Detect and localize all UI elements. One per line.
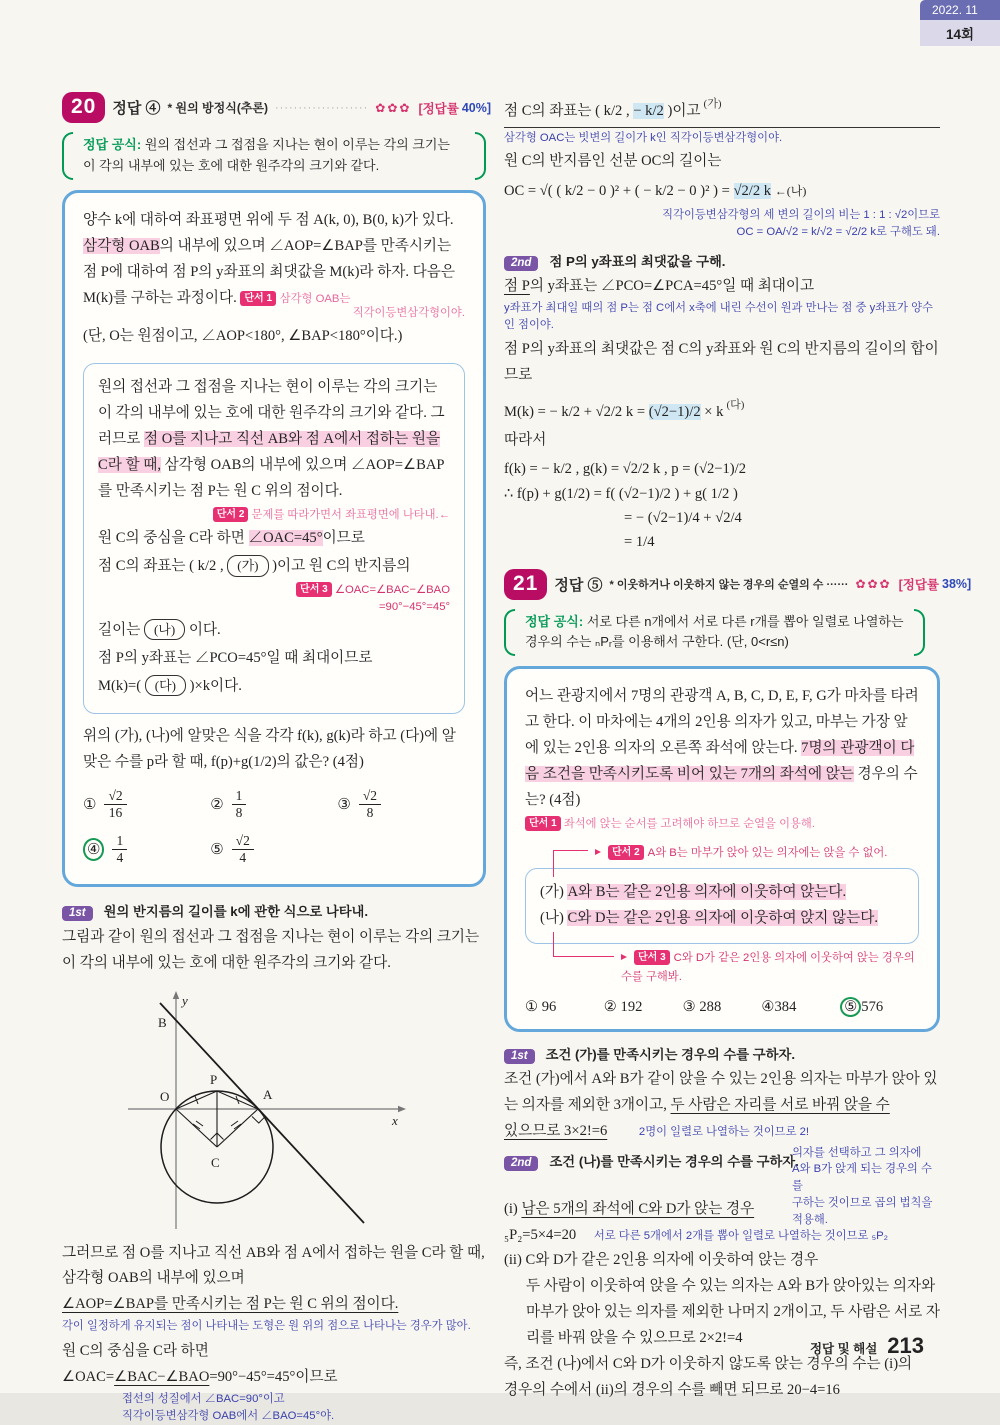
process-line-6: 점 P의 y좌표는 ∠PCO=45°일 때 최대이므로 xyxy=(98,649,373,666)
side-tab-round: 14회 xyxy=(920,20,1000,46)
final-equation-2: = − (√2−1)/4 + √2/4 xyxy=(624,509,742,526)
choice-2: ② 192 xyxy=(603,998,643,1015)
choice-2 xyxy=(210,788,337,821)
solution-paragraph: 그러므로 점 O를 지나고 직선 AB와 점 A에서 접하는 원을 C라 할 때, 삼각형 OAB의 내부에 있으며 xyxy=(62,1244,485,1287)
tag-na: ←(나) xyxy=(774,183,807,198)
blank-na-box: (나) xyxy=(144,619,185,641)
oc-length-equation: OC = √( ( k/2 − 0 )² + ( − k/2 − 0 )² ) = √2/2 k ←(나) xyxy=(504,182,807,199)
point-label-O: O xyxy=(160,1088,170,1104)
step2-badge: 2nd xyxy=(504,1156,538,1171)
choice-5 xyxy=(210,833,337,866)
teacher-note-blue: 삼각형 OAC는 빗변의 길이가 k인 직각이등변삼각형이야. xyxy=(504,131,783,144)
formula-body: 원의 접선과 그 접점을 지나는 현이 이루는 각의 크기는 이 각의 내부에 있는 호에 대한 원주각의 크기와 같다. xyxy=(83,137,450,173)
p21-solution-paragraph: 조건 (가)에서 A와 B가 같이 앉을 수 있는 2인용 의자는 마부가 앉아 있는 의자를 제외한 3개이고, 두 사람은 자리를 서로 바꿔 앉을 수 있으므로 3×2!=6 2명이 일렬로 나열하는 것이므로 2! xyxy=(504,1070,938,1139)
conclusion-line-2: 경우의 수에서 (ii)의 경우의 수를 빼면 되므로 20−4=16 xyxy=(504,1382,840,1399)
dotted-leaders: ···················· xyxy=(275,101,369,114)
problem20-answer: 정답 ④ xyxy=(112,100,161,117)
condition-na: (나) C와 D는 같은 2인용 의자에 이웃하여 앉지 않는다. xyxy=(540,909,878,926)
solution-underlined: ∠AOP=∠BAP를 만족시키는 점 P는 원 C 위의 점이다. xyxy=(62,1296,399,1313)
clue1-note: 삼각형 OAB는 xyxy=(279,292,351,305)
choice-3 xyxy=(337,788,464,821)
problem20-number-badge: 20 xyxy=(62,92,105,123)
selected-answer-circle: ④ xyxy=(83,838,104,861)
solution-line: 따라서 xyxy=(504,431,547,448)
continuation-line-1: 점 C의 좌표는 ( k/2 , − k/2 )이고 $^{(가)}$ xyxy=(504,95,940,128)
problem20-choices-row2 xyxy=(83,833,465,866)
process-text: 삼각형 OAB의 내부에 있으며 ∠AOP=∠BAP를 만족시키는 점 P는 원 C 위의 점이다. xyxy=(98,457,445,500)
step2-title: 점 P의 y좌표의 최댓값을 구해. xyxy=(549,253,726,269)
process-line-4: 점 C의 좌표는 ( k/2 , (가) )이고 원 C의 반지름의 xyxy=(98,554,450,580)
teacher-note-blue: 2명이 일렬로 나열하는 것이므로 2! xyxy=(638,1125,810,1138)
footer-label: 정답 및 해설 xyxy=(809,1342,878,1356)
tag-da: (다) xyxy=(726,398,745,411)
choice-marker: ① xyxy=(83,797,97,813)
choice-4-selected xyxy=(83,833,210,866)
step2-title: 조건 (나)를 만족시키는 경우의 수를 구하자. xyxy=(549,1153,799,1169)
step1-badge: 1st xyxy=(504,1049,535,1064)
clue3-note: 단서 3 ∠OAC=∠BAC−∠BAO =90°−45°=45° xyxy=(98,582,450,616)
fgp-equation: f(k) = − k/2 , g(k) = √2/2 k , p = (√2−1)/2 xyxy=(504,460,746,477)
conclusion-line-1: 즉, 조건 (나)에서 C와 D가 이웃하지 않도록 앉는 경우의 수는 (i)의 xyxy=(504,1356,913,1373)
formula-highlight: − k/2 xyxy=(633,103,664,119)
choice-1 xyxy=(83,788,210,821)
solution-line: 점 P의 y좌표는 ∠PCO=∠PCA=45°일 때 최대이고 xyxy=(504,277,815,294)
answer-formula-text xyxy=(73,132,475,180)
p21-step1-row xyxy=(504,1044,940,1064)
clue3-badge: 단서 3 xyxy=(296,582,332,597)
process-text: 원의 접선과 그 접점을 지나는 현이 이루는 각의 크기는 이 각의 내부에 있는 호에 대한 원주각의 크기와 같다. 그러므로 xyxy=(98,379,445,448)
final-equation-3: = 1/4 xyxy=(624,533,655,550)
tag-ga: (가) xyxy=(703,98,722,110)
stem-highlight: 7명의 관광객이 다음 조건을 만족시키도록 비어 있는 7개의 좌석에 앉는 xyxy=(525,740,915,782)
clue2-note: 단서 2 문제를 따라가면서 좌표평면에 나타내.← xyxy=(98,507,450,524)
side-tab xyxy=(920,0,1000,46)
problem21-box xyxy=(504,666,940,1032)
rate-value: 38%] xyxy=(942,577,972,591)
green-bracket-left xyxy=(62,132,73,180)
stem-text: 양수 k에 대하여 좌표평면 위에 두 점 A(k, 0), B(0, k)가 있다. xyxy=(83,211,454,228)
rate-label: [정답률 xyxy=(418,101,459,116)
side-tab-year: 2022. 11 xyxy=(920,0,1000,20)
problem20-stem xyxy=(83,208,465,351)
blank-da-box: (다) xyxy=(145,675,186,697)
point-label-P: P xyxy=(210,1071,218,1087)
arrow-icon xyxy=(621,954,627,960)
choice-3: ③ 288 xyxy=(682,998,722,1015)
formula-highlight: √2/2 k xyxy=(733,182,772,199)
formula-label: 정답 공식: xyxy=(525,613,584,629)
choice-fraction: $\frac{√2}{8}$ xyxy=(359,788,381,821)
step1-title: 조건 (가)를 만족시키는 경우의 수를 구하자. xyxy=(545,1046,796,1062)
choice-fraction: $\frac{1}{8}$ xyxy=(232,788,247,821)
circle-tangent-diagram xyxy=(98,983,438,1235)
answer-formula-text: 정답 공식: 서로 다른 n개에서 서로 다른 r개를 뽑아 일렬로 나열하는 경우의 수는 ₙPᵣ를 이용해서 구한다. (단, 0<r≤n) xyxy=(525,613,904,650)
final-equation-1: ∴ f(p) + g(1/2) = f( (√2−1)/2 ) + g( 1/2 ) xyxy=(504,485,738,502)
axis-label-y: y xyxy=(182,992,188,1008)
teacher-note-blue: 각이 일정하게 유지되는 점이 나타내는 도형은 원 위의 점으로 나타나는 경우가 많아. xyxy=(62,1320,471,1333)
connector-elbow xyxy=(553,932,614,957)
left-column xyxy=(62,92,492,1425)
case-ii-body: 두 사람이 이웃하여 앉을 수 있는 의자는 A와 B가 앉아있는 의자와 마부가 앉아 있는 의자를 제외한 나머지 2개이고, 두 사람은 서로 자리를 바꿔 앉을 수 있으므로 2×2!=4 xyxy=(526,1278,940,1347)
problem21-stem: 어느 관광지에서 7명의 관광객 A, B, C, D, E, F, G가 마차를 타려고 한다. 이 마차에는 4개의 2인용 의자가 있고, 마부는 가장 앞에 있는 2인용 의자의 오른쪽 좌석에 앉는다. 7명의 관광객이 다음 조건을 만족시키도록 비어 있는 7개의 좌석에 앉는 경우의 수는? (4점) xyxy=(525,688,919,808)
selected-answer-circle: ⑤ xyxy=(840,997,861,1017)
axis-label-x: x xyxy=(392,1112,398,1128)
solution-paragraph: 그림과 같이 원의 접선과 그 접점을 지나는 현이 이루는 각의 크기는 이 각의 내부에 있는 호에 대한 원주각의 크기와 같다. xyxy=(62,928,480,971)
formula-label: 정답 공식: xyxy=(83,137,142,152)
case-i-formula: ₅P₂=5×4=20 서로 다른 5개에서 2개를 뽑아 일렬로 나열하는 것이므로 ₅P₂ xyxy=(504,1226,889,1243)
solution-line: 점 P의 y좌표의 최댓값은 점 C의 y좌표와 원 C의 반지름의 길이의 합이므로 xyxy=(504,340,939,383)
choice-marker: ③ xyxy=(337,797,351,813)
stem-text: 의 내부에 있으며 ∠AOP=∠BAP를 만족시키는 점 P에 대하여 점 P의 y좌표의 최댓값을 M(k)라 하자. 다음은 M(k)를 구하는 과정이다. xyxy=(83,237,455,306)
connector-elbow xyxy=(553,850,588,877)
green-bracket-left xyxy=(504,609,515,657)
answer-formula-box-21 xyxy=(504,609,940,657)
step2-row xyxy=(504,251,940,271)
problem20-question: 위의 (가), (나)에 알맞은 식을 각각 f(k), g(k)라 하고 (다)에 알맞은 수를 p라 할 때, f(p)+g(1/2)의 값은? (4점) xyxy=(83,727,456,770)
choice-4: ④384 xyxy=(761,998,797,1015)
footer-page-number: 213 xyxy=(887,1333,924,1358)
clue2-row xyxy=(595,843,919,862)
rate-label: [정답률 xyxy=(898,578,939,592)
process-line-7: M(k)=( (다) )×k이다. xyxy=(98,674,450,700)
problem21-number-badge: 21 xyxy=(504,569,547,600)
step2-badge: 2nd xyxy=(504,256,538,271)
process-line-3: 원 C의 중심을 C라 하면 ∠OAC=45°이므로 xyxy=(98,530,365,547)
problem20-header xyxy=(62,92,492,123)
teacher-note-blue: y좌표가 최대일 때의 점 P는 점 C에서 x축에 내린 수선이 원과 만나는 점 중 y좌표가 양수인 점이야. xyxy=(504,301,933,331)
choice-marker: ⑤ xyxy=(210,842,224,859)
right-column xyxy=(504,95,972,1404)
choice-fraction: $\frac{1}{4}$ xyxy=(112,833,127,866)
clue2-badge: 단서 2 xyxy=(608,845,644,860)
teacher-note-blue: 접선의 성질에서 ∠BAC=90°이고 직각이등변삼각형 OAB에서 ∠BAO=45°야. xyxy=(122,1393,335,1423)
page-footer xyxy=(810,1333,924,1359)
solution-paragraph: 원 C의 중심을 C라 하면 xyxy=(62,1343,209,1360)
formula-highlight: (√2−1)/2 xyxy=(648,403,701,420)
answer-formula-box-20 xyxy=(62,132,486,180)
continuation-line-2: 원 C의 반지름인 선분 OC의 길이는 xyxy=(504,152,722,169)
condition-ga: (가) A와 B는 같은 2인용 의자에 이웃하여 앉는다. xyxy=(540,883,847,900)
clue2-note: A와 B는 마부가 앉아 있는 의자에는 앉을 수 없어. xyxy=(647,846,888,859)
process-line-5: 길이는 (나) 이다. xyxy=(98,618,450,644)
stem-highlight: 삼각형 OAB xyxy=(83,237,160,254)
clue1-badge: 단서 1 xyxy=(240,291,276,306)
step1-title: 원의 반지름의 길이를 k에 관한 식으로 나타내. xyxy=(103,903,369,919)
problem21-answer: 정답 ⑤ xyxy=(554,576,603,594)
clue3-note: C와 D가 같은 2인용 의자에 이웃하여 앉는 경우의 수를 구해봐. xyxy=(621,951,915,983)
case-ii-line: (ii) C와 D가 같은 2인용 의자에 이웃하여 앉는 경우 xyxy=(504,1252,819,1269)
step1-badge: 1st xyxy=(62,906,93,921)
clue1-note-2: 직각이등변삼각형이야. xyxy=(352,307,465,320)
blank-ga-box: (가) xyxy=(227,555,268,577)
arrow-icon xyxy=(595,849,601,855)
difficulty-flowers-icon: ✿✿✿ xyxy=(375,100,412,115)
teacher-note-blue: 의자를 선택하고 그 의자에 A와 B가 앉게 되는 경우의 수를 구하는 것이므로 곱의 법칙을 적용해. xyxy=(792,1146,933,1227)
step1-row xyxy=(62,901,486,921)
point-label-C: C xyxy=(211,1154,220,1170)
clue2-badge: 단서 2 xyxy=(213,507,249,522)
green-bracket-right xyxy=(475,132,486,180)
process-highlight-2: ∠OAC=45° xyxy=(248,530,323,547)
clue1-note: 단서 1 좌석에 앉는 순서를 고려해야 하므로 순열을 이용해. xyxy=(525,816,919,833)
choice-1: ① 96 xyxy=(525,998,557,1015)
stem-condition: (단, O는 원점이고, ∠AOP<180°, ∠BAP<180°이다.) xyxy=(83,328,403,345)
clue3-badge: 단서 3 xyxy=(634,950,670,965)
rate-value: 40%] xyxy=(461,100,492,115)
problem20-topic: * 원의 방정식(추론) xyxy=(167,101,268,115)
problem20-box xyxy=(62,190,486,887)
choice-fraction: $\frac{√2}{4}$ xyxy=(232,833,254,866)
clue1-badge: 단서 1 xyxy=(525,816,561,831)
process-highlight-1: 점 O를 지나고 직선 AB와 점 A에서 접하는 원을 C라 할 때, xyxy=(98,431,441,474)
problem20-choices-row1 xyxy=(83,788,465,821)
problem21-header xyxy=(504,569,972,600)
choice-5-selected: ⑤ 576 xyxy=(840,998,919,1016)
green-bracket-right xyxy=(914,609,925,657)
difficulty-flowers-icon: ✿✿✿ xyxy=(855,577,892,591)
process-box xyxy=(83,363,465,714)
case-i-line: (i) 남은 5개의 좌석에 C와 D가 앉는 경우 xyxy=(504,1200,755,1217)
point-label-B: B xyxy=(158,1014,167,1030)
problem21-topic: * 이웃하거나 이웃하지 않는 경우의 순열의 수 ······ xyxy=(609,579,849,591)
choice-marker: ② xyxy=(210,797,224,813)
point-label-A: A xyxy=(263,1086,273,1102)
choice-fraction: $\frac{√2}{16}$ xyxy=(104,788,126,821)
problem21-choices xyxy=(525,998,919,1016)
solution-equation: ∠OAC=∠BAC−∠BAO=90°−45°=45°이므로 xyxy=(62,1369,338,1386)
mk-equation: M(k) = − k/2 + √2/2 k = (√2−1)/2 × k $^{(다)}$ xyxy=(504,398,745,420)
clue3-row xyxy=(621,948,919,986)
teacher-note-blue: 직각이등변삼각형의 세 변의 길이의 비는 1 : 1 : √2이므로 OC = OA/√2 = k/√2 = √2/2 k로 구해도 돼. xyxy=(662,208,940,238)
teacher-note-blue: 서로 다른 5개에서 2개를 뽑아 일렬로 나열하는 것이므로 ₅P₂ xyxy=(593,1229,889,1242)
